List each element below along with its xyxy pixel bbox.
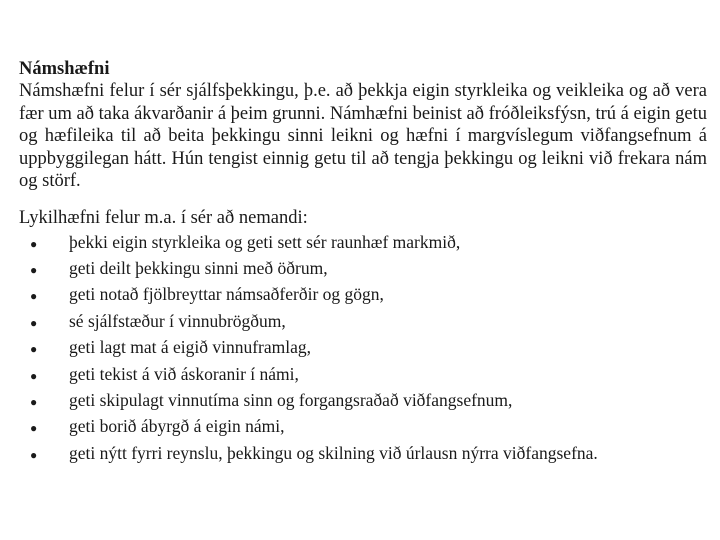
bullet-icon: ● [30,315,38,330]
bullet-icon: ● [30,262,38,277]
bullet-icon: ● [30,342,38,357]
list-item [19,388,707,414]
list-item-text: geti tekist á við áskoranir í námi, [69,363,299,384]
list-item-text: geti deilt þekkingu sinni með öðrum, [69,257,328,278]
list-item [19,309,707,335]
list-item [19,441,707,467]
list-item-text: þekki eigin styrkleika og geti sett sér raunhæf markmið, [69,231,461,252]
bullet-icon: ● [30,447,38,462]
section-heading: Námshæfni [19,59,110,79]
list-item-text: geti lagt mat á eigið vinnuframlag, [69,337,312,358]
body-paragraph: Námshæfni felur í sér sjálfsþekkingu, þ.e. að þekkja eigin styrkleika og veikleika og að vera fær um að taka ákvarðanir á þeim grunni. Námhæfni beinist að fróðleiksfýsn, trú á eigin getu og hæfileika til að beita þekkingu sinni leikni og hæfni í margvíslegum viðfangsefnum á uppbyggilegan hátt. Hún tengist einnig getu til að tengja þekkingu og leikni við frekara nám og störf. [19,81,707,191]
list-item-text: geti borið ábyrgð á eigin námi, [69,416,285,437]
bullet-icon: ● [30,394,38,409]
list-item [19,230,707,256]
list-item [19,256,707,282]
list-intro: Lykilhæfni felur m.a. í sér að nemandi: [19,207,308,228]
bullet-icon: ● [30,368,38,383]
list-item [19,335,707,361]
bullet-icon: ● [30,236,38,251]
list-item-text: geti nýtt fyrri reynslu, þekkingu og skilning við úrlausn nýrra viðfangsefna. [69,442,598,463]
list-item [19,414,707,440]
bullet-icon: ● [30,421,38,436]
list-item-text: geti notað fjölbreyttar námsaðferðir og gögn, [69,284,384,305]
list-item-text: sé sjálfstæður í vinnubrögðum, [69,310,286,331]
list-item [19,282,707,308]
list-item-text: geti skipulagt vinnutíma sinn og forgangsraðað viðfangsefnum, [69,389,513,410]
bullet-icon: ● [30,289,38,304]
list-item [19,362,707,388]
document-page [19,58,707,467]
competency-list [19,230,707,468]
